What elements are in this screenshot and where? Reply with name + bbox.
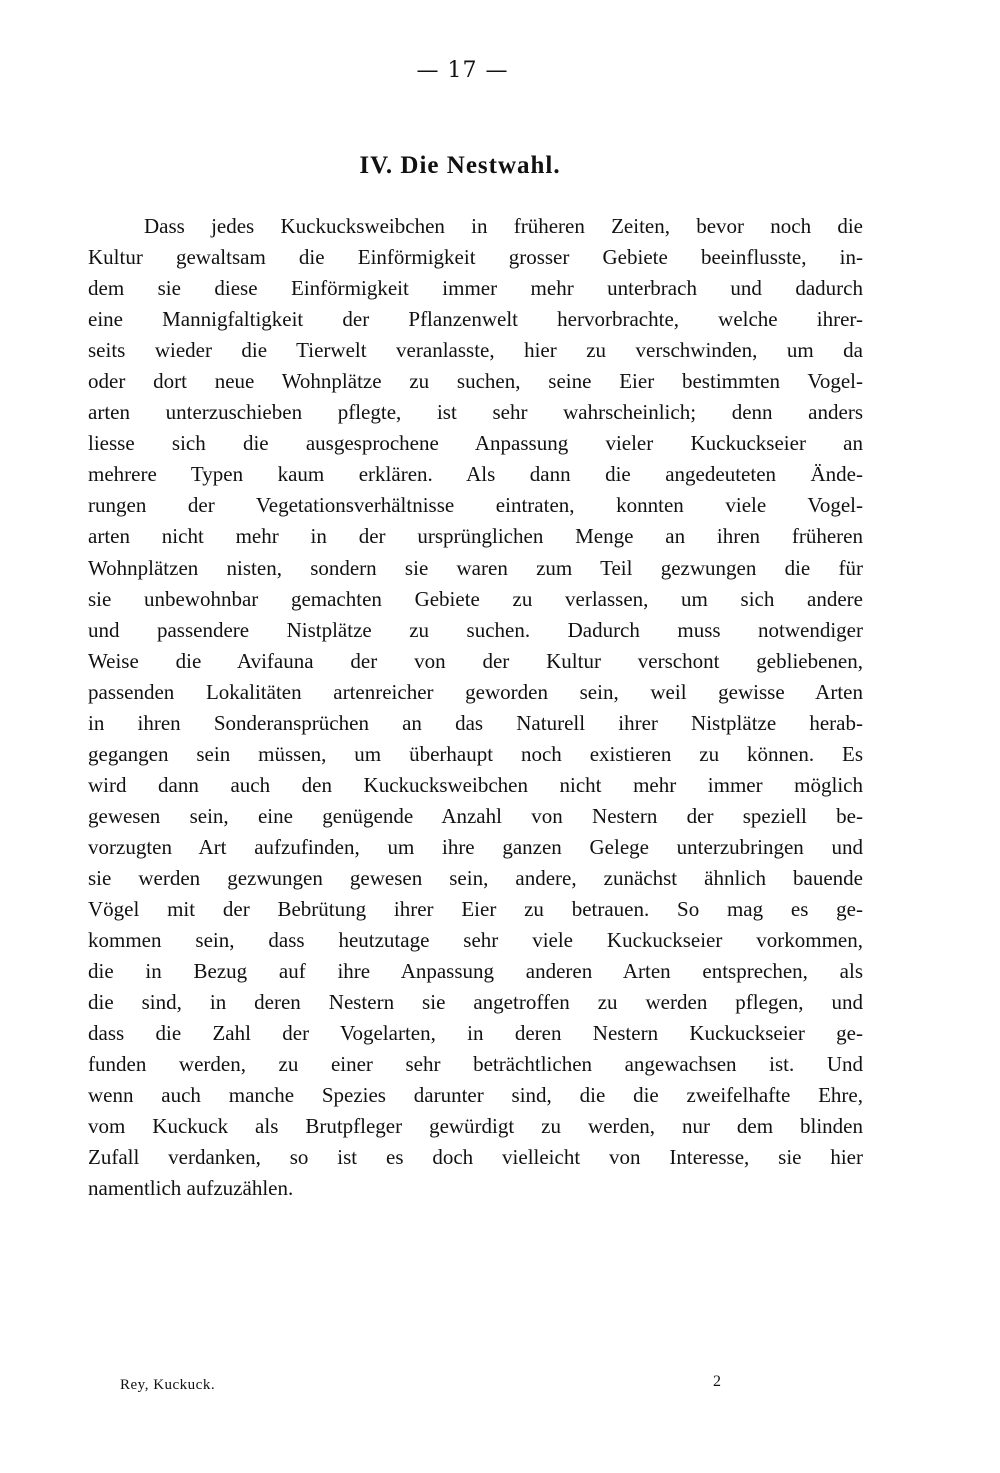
text-line: vom Kuckuck als Brutpfleger gewürdigt zu werden, nur dem blinden [88, 1114, 863, 1139]
text-line: Weise die Avifauna der von der Kultur verschont gebliebenen, [88, 648, 863, 673]
text-line: sie werden gezwungen gewesen sein, andere, zunächst ähnlich bauende [88, 865, 863, 890]
text-line: eine Mannigfaltigkeit der Pflanzenwelt hervorbrachte, welche ihrer- [88, 307, 863, 332]
text-line: und passendere Nistplätze zu suchen. Dadurch muss notwendiger [88, 617, 863, 642]
text-line: namentlich aufzuzählen. [88, 1176, 294, 1201]
text-line: arten unterzuschieben pflegte, ist sehr wahrscheinlich; denn anders [88, 400, 863, 425]
text-line: sie unbewohnbar gemachten Gebiete zu verlassen, um sich andere [88, 586, 863, 611]
text-line: kommen sein, dass heutzutage sehr viele Kuckuckseier vorkommen, [88, 928, 863, 953]
text-line: rungen der Vegetationsverhältnisse eintraten, konnten viele Vogel- [88, 493, 863, 518]
text-line: Dass jedes Kuckucksweibchen in früheren Zeiten, bevor noch die [144, 214, 863, 238]
text-line: gewesen sein, eine genügende Anzahl von Nestern der speziell be- [88, 803, 863, 828]
text-line: dass die Zahl der Vogelarten, in deren Nestern Kuckuckseier ge- [88, 1021, 863, 1046]
text-line: passenden Lokalitäten artenreicher geworden sein, weil gewisse Arten [88, 679, 863, 704]
text-line: seits wieder die Tierwelt veranlasste, hier zu verschwinden, um da [88, 338, 863, 363]
text-line: Vögel mit der Bebrütung ihrer Eier zu betrauen. So mag es ge- [88, 897, 863, 922]
text-line: funden werden, zu einer sehr beträchtlichen angewachsen ist. Und [88, 1052, 863, 1077]
text-line: oder dort neue Wohnplätze zu suchen, seine Eier bestimmten Vogel- [88, 369, 863, 394]
text-line: Zufall verdanken, so ist es doch vielleicht von Interesse, sie hier [88, 1145, 863, 1170]
text-line: in ihren Sonderansprüchen an das Naturell ihrer Nistplätze herab- [88, 710, 863, 735]
body-text [88, 211, 863, 1205]
text-line: mehrere Typen kaum erklären. Als dann die angedeuteten Ände- [88, 462, 863, 487]
chapter-title: IV. Die Nestwahl. [359, 152, 561, 179]
page-number: — 17 — [416, 58, 509, 83]
footer-signature: Rey, Kuckuck. [120, 1377, 216, 1393]
text-line: Kultur gewaltsam die Einförmigkeit grosser Gebiete beeinflusste, in- [88, 245, 863, 270]
text-line: dem sie diese Einförmigkeit immer mehr unterbrach und dadurch [88, 276, 863, 301]
text-line: wird dann auch den Kuckucksweibchen nicht mehr immer möglich [88, 772, 863, 797]
text-line: vorzugten Art aufzufinden, um ihre ganzen Gelege unterzubringen und [88, 834, 863, 859]
text-line: arten nicht mehr in der ursprünglichen Menge an ihren früheren [88, 524, 863, 549]
text-line: Wohnplätzen nisten, sondern sie waren zum Teil gezwungen die für [88, 555, 863, 580]
text-line: die in Bezug auf ihre Anpassung anderen Arten entsprechen, als [88, 959, 863, 984]
text-line: liesse sich die ausgesprochene Anpassung vieler Kuckuckseier an [88, 431, 863, 456]
text-line: die sind, in deren Nestern sie angetroffen zu werden pflegen, und [88, 990, 863, 1015]
footer-sheet-mark: 2 [713, 1373, 721, 1390]
text-line: wenn auch manche Spezies darunter sind, die die zweifelhafte Ehre, [88, 1083, 863, 1108]
text-line: gegangen sein müssen, um überhaupt noch existieren zu können. Es [88, 741, 863, 766]
